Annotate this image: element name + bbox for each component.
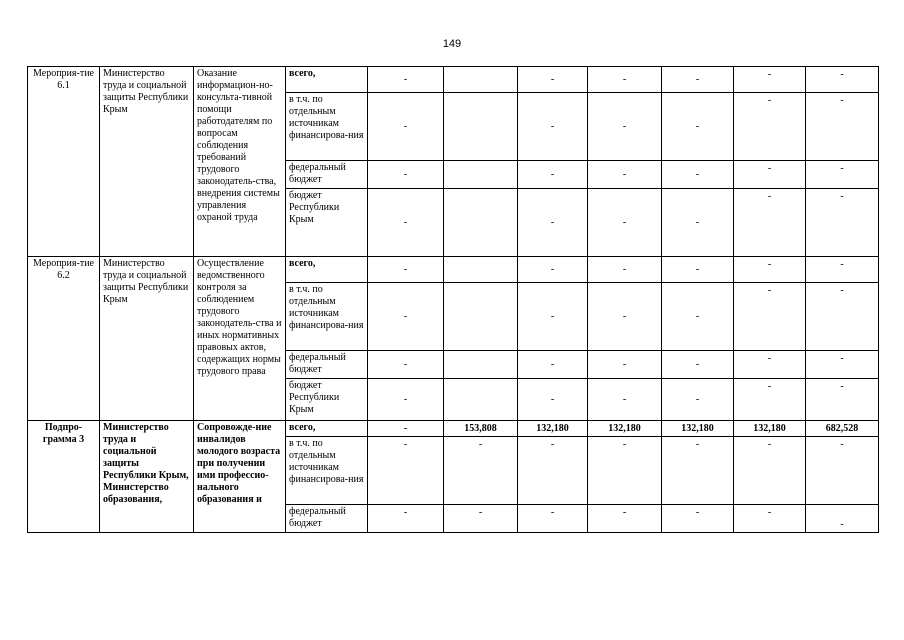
value-cell	[444, 67, 518, 93]
value-cell: -	[518, 437, 588, 505]
value-cell: -	[662, 351, 734, 379]
value-cell: -	[368, 505, 444, 533]
value-cell: 132,180	[588, 421, 662, 437]
value-cell	[444, 189, 518, 257]
value-cell: -	[588, 437, 662, 505]
value-cell: -	[518, 283, 588, 351]
table-row	[28, 67, 879, 93]
value-cell: -	[518, 351, 588, 379]
value-cell: -	[588, 67, 662, 93]
value-cell: 132,180	[734, 421, 806, 437]
value-cell: -	[368, 67, 444, 93]
description-cell: Сопровожде-ние инвалидов молодого возраста при получении ими профессио-нального образования и	[194, 421, 286, 533]
value-cell: -	[662, 283, 734, 351]
table-row	[28, 257, 879, 283]
value-cell	[444, 161, 518, 189]
value-cell: -	[588, 351, 662, 379]
event-name-cell: Мероприя-тие 6.2	[28, 257, 100, 421]
value-cell: -	[662, 67, 734, 93]
funding-category: всего,	[286, 421, 368, 437]
value-cell: -	[588, 505, 662, 533]
value-cell: -	[588, 257, 662, 283]
value-cell: -	[734, 257, 806, 283]
value-cell: -	[368, 379, 444, 421]
value-cell: -	[734, 67, 806, 93]
value-cell: -	[806, 283, 879, 351]
value-cell: -	[518, 257, 588, 283]
value-cell: -	[662, 93, 734, 161]
value-cell: -	[588, 379, 662, 421]
value-cell: -	[806, 161, 879, 189]
value-cell: -	[444, 437, 518, 505]
value-cell: -	[662, 257, 734, 283]
funding-category: федеральный бюджет	[286, 505, 368, 533]
value-cell: -	[588, 283, 662, 351]
value-cell: -	[662, 505, 734, 533]
value-cell: -	[734, 351, 806, 379]
value-cell: -	[368, 189, 444, 257]
value-cell: -	[734, 93, 806, 161]
executor-cell: Министерство труда и социальной защиты Республики Крым	[100, 67, 194, 257]
event-name-cell: Мероприя-тие 6.1	[28, 67, 100, 257]
table-row	[28, 421, 879, 437]
value-cell: -	[368, 437, 444, 505]
value-cell: -	[806, 67, 879, 93]
value-cell: 132,180	[518, 421, 588, 437]
executor-cell: Министерство труда и социальной защиты Республики Крым, Министерство образования,	[100, 421, 194, 533]
funding-category: в т.ч. по отдельным источникам финансирова-ния	[286, 283, 368, 351]
funding-category: федеральный бюджет	[286, 161, 368, 189]
event-name-cell: Подпро-грамма 3	[28, 421, 100, 533]
value-cell: 153,808	[444, 421, 518, 437]
value-cell: -	[734, 189, 806, 257]
value-cell: -	[734, 283, 806, 351]
value-cell: 132,180	[662, 421, 734, 437]
value-cell: -	[734, 505, 806, 533]
value-cell: -	[368, 351, 444, 379]
funding-category: всего,	[286, 257, 368, 283]
value-cell	[444, 351, 518, 379]
funding-category: федеральный бюджет	[286, 351, 368, 379]
value-cell: -	[368, 161, 444, 189]
value-cell: -	[518, 93, 588, 161]
value-cell: -	[588, 189, 662, 257]
value-cell: -	[368, 421, 444, 437]
value-cell: -	[734, 437, 806, 505]
value-cell: -	[368, 257, 444, 283]
value-cell: -	[518, 161, 588, 189]
value-cell: -	[734, 379, 806, 421]
value-cell: 682,528	[806, 421, 879, 437]
value-cell	[444, 379, 518, 421]
executor-cell: Министерство труда и социальной защиты Республики Крым	[100, 257, 194, 421]
description-cell: Оказание информацион-но-консульта-тивной помощи работодателям по вопросам соблюдения требований трудового законодатель-ства, внедрения системы управления охраной труда	[194, 67, 286, 257]
value-cell: -	[806, 93, 879, 161]
value-cell: -	[662, 189, 734, 257]
value-cell: -	[662, 437, 734, 505]
value-cell: -	[518, 505, 588, 533]
value-cell: -	[806, 189, 879, 257]
budget-table	[27, 66, 879, 533]
value-cell: -	[734, 161, 806, 189]
value-cell: -	[518, 67, 588, 93]
value-cell: -	[662, 161, 734, 189]
value-cell	[444, 283, 518, 351]
description-cell: Осуществление ведомственного контроля за соблюдением трудового законодатель-ства и иных нормативных правовых актов, содержащих нормы трудового права	[194, 257, 286, 421]
value-cell: -	[588, 93, 662, 161]
page-number: 149	[442, 38, 462, 50]
value-cell: -	[806, 257, 879, 283]
value-cell: -	[806, 351, 879, 379]
funding-category: в т.ч. по отдельным источникам финансирова-ния	[286, 93, 368, 161]
funding-category: бюджет Республики Крым	[286, 379, 368, 421]
value-cell: -	[806, 437, 879, 505]
value-cell: -	[444, 505, 518, 533]
funding-category: бюджет Республики Крым	[286, 189, 368, 257]
value-cell: -	[662, 379, 734, 421]
funding-category: в т.ч. по отдельным источникам финансирова-ния	[286, 437, 368, 505]
value-cell: -	[518, 379, 588, 421]
value-cell: -	[806, 505, 879, 533]
value-cell	[444, 93, 518, 161]
funding-category: всего,	[286, 67, 368, 93]
value-cell: -	[518, 189, 588, 257]
value-cell	[444, 257, 518, 283]
value-cell: -	[368, 93, 444, 161]
value-cell: -	[588, 161, 662, 189]
value-cell: -	[806, 379, 879, 421]
value-cell: -	[368, 283, 444, 351]
